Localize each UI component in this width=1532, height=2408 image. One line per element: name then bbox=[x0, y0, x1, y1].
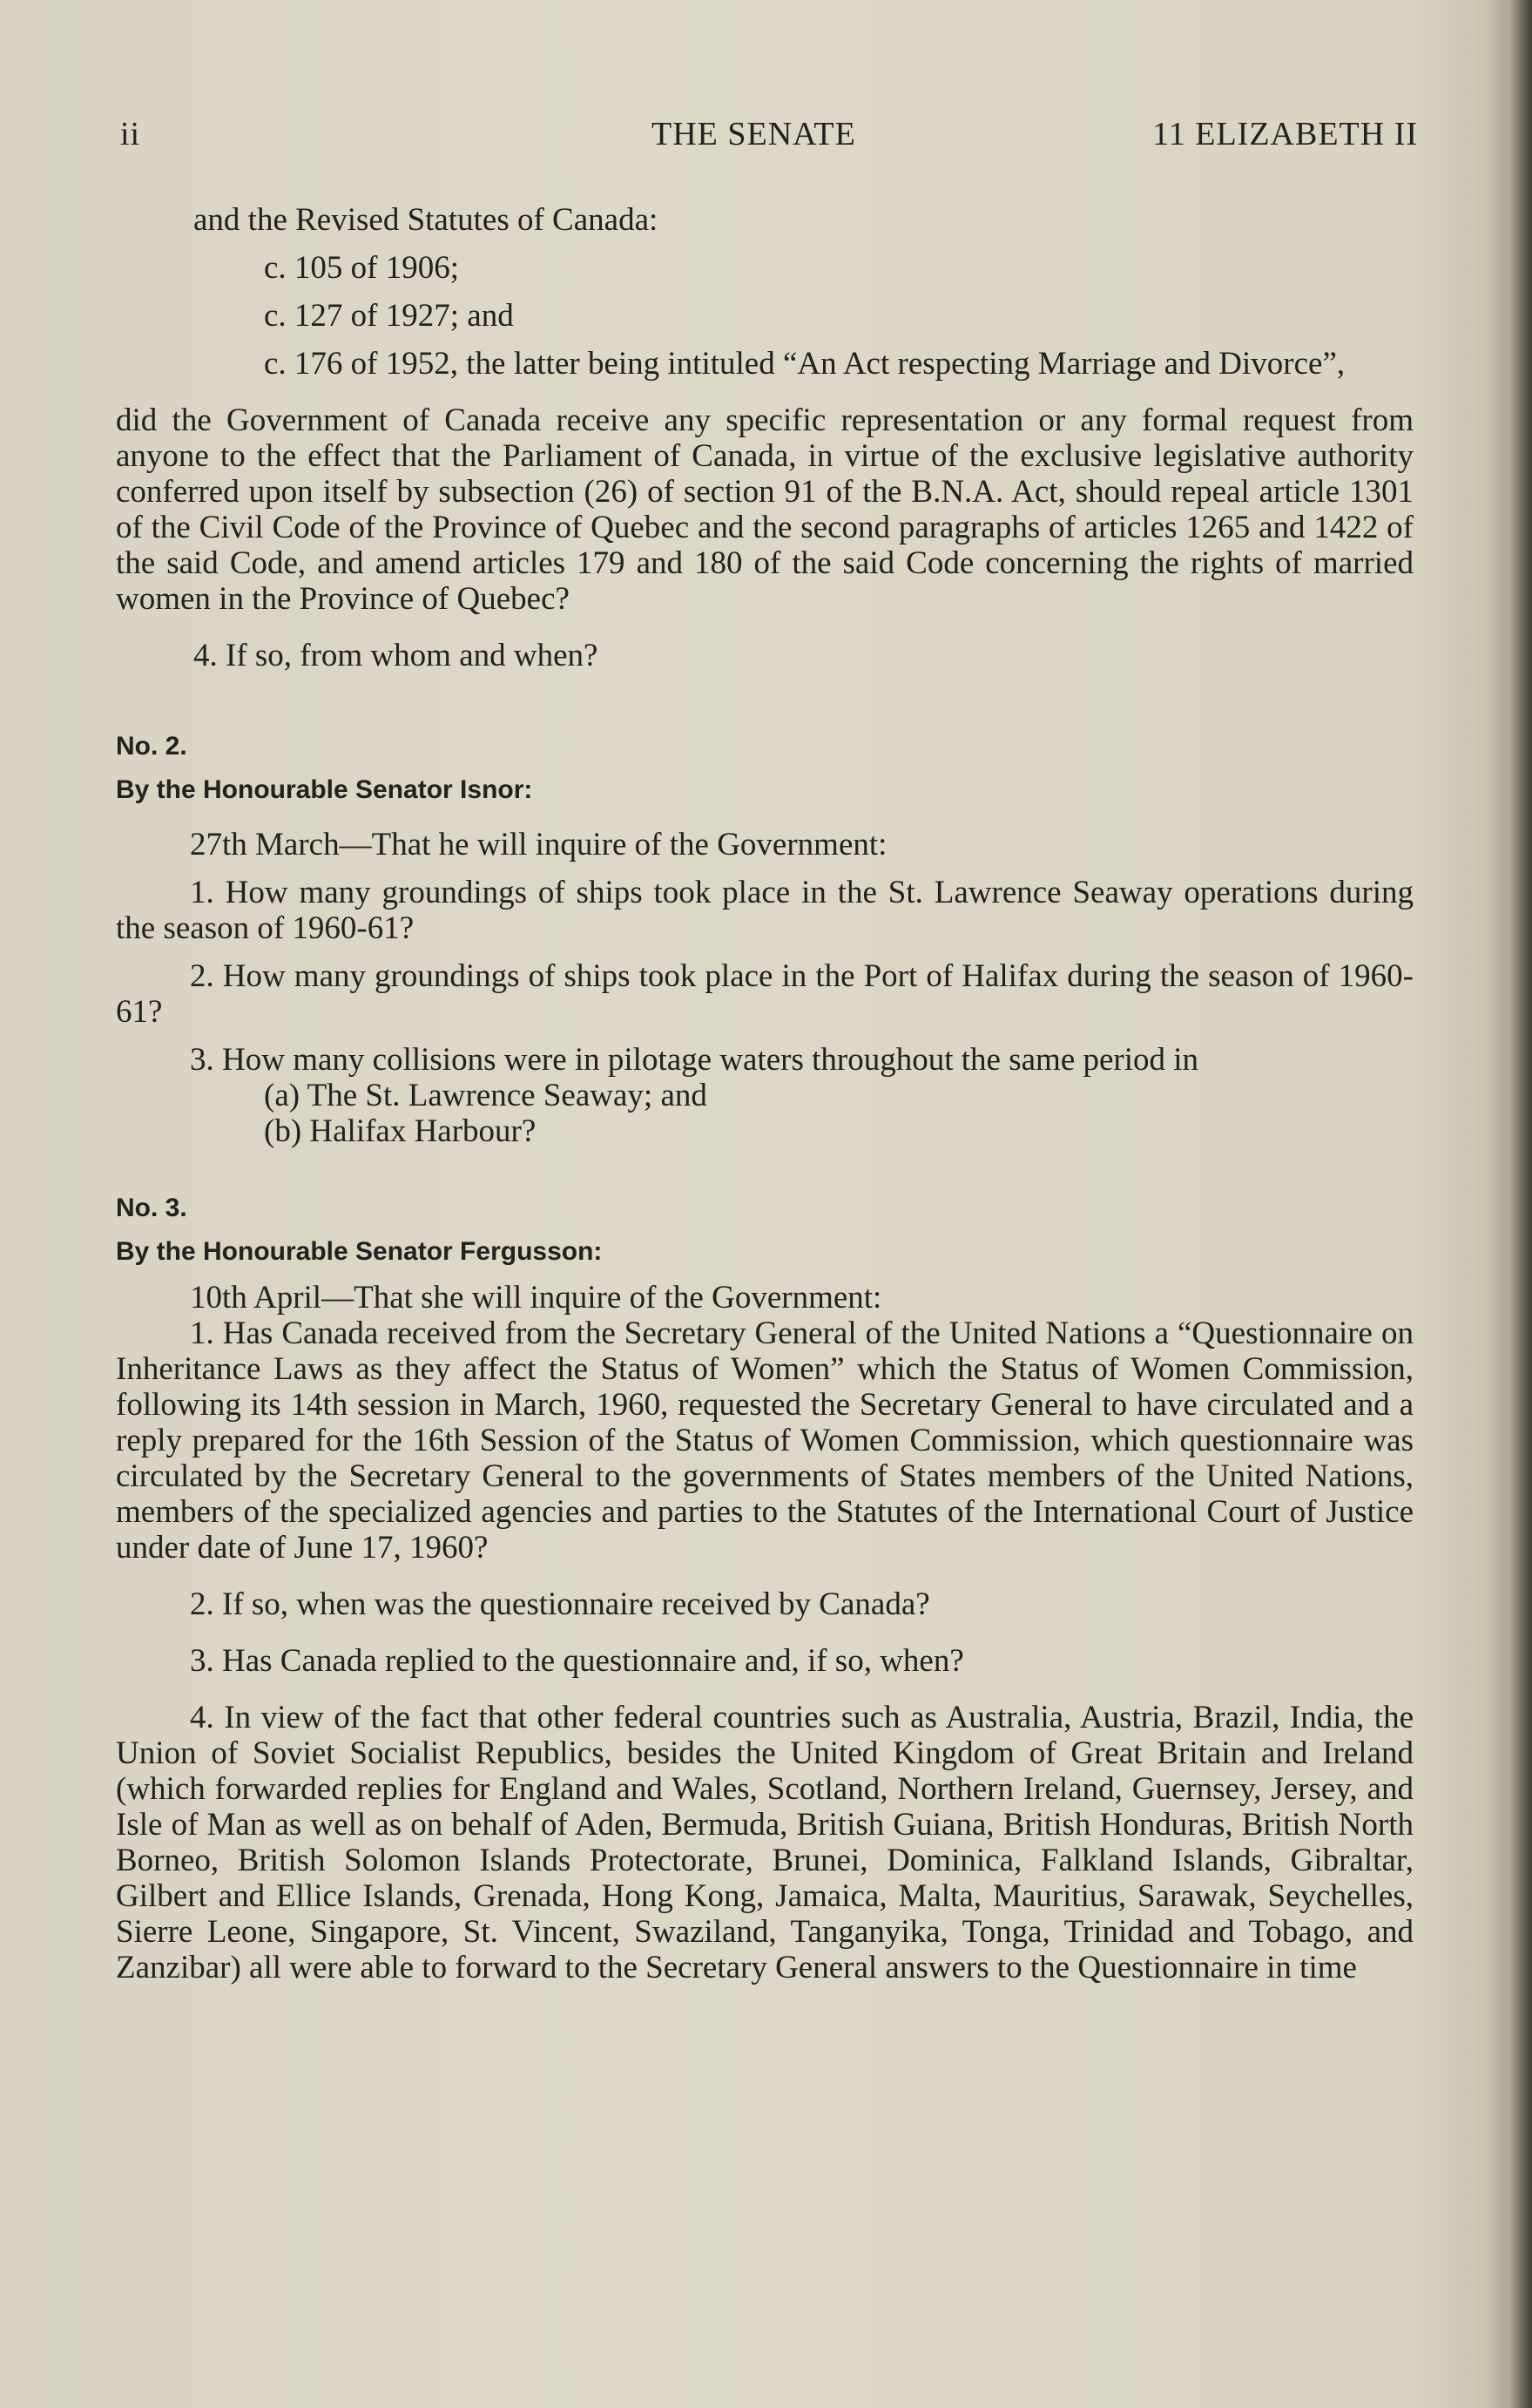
no3-question-1: 1. Has Canada received from the Secretary General of the United Nations a “Questionnaire on Inheritance Laws as they affect the Status of Women” which the Status of Women Commission, following its 14th session in March, 1960, requested the Secretary General to have circulated and a reply prepared for the 16th Session of the Status of Women Commission, which questionnaire was circulated by the Secretary General to the governments of States members of the United Nations, members of the specialized agencies and parties to the Statutes of the International Court of Justice under date of June 17, 1960? bbox=[116, 1316, 1414, 1566]
intro-question-4: 4. If so, from whom and when? bbox=[193, 638, 598, 673]
no2-question-2: 2. How many groundings of ships took place in the Port of Halifax during the season of 1960-61? bbox=[116, 958, 1414, 1030]
book-spine-shadow bbox=[1508, 0, 1532, 2408]
no2-sub-item-a: (a) The St. Lawrence Seaway; and bbox=[264, 1078, 707, 1113]
page-body bbox=[116, 202, 1414, 1985]
intro-question: did the Government of Canada receive any specific representation or any formal request from anyone to the effect that the Parliament of Canada, in virtue of the exclusive legislative authority conferred upon itself by subsection (26) of section 91 of the B.N.A. Act, should repeal article 1301 of the Civil Code of the Province of Quebec and the second paragraphs of articles 1265 and 1422 of the said Code, and amend articles 179 and 180 of the said Code concerning the rights of married women in the Province of Quebec? bbox=[116, 402, 1414, 617]
chapter-item-last: c. 176 of 1952, the latter being intituled “An Act respecting Marriage and Divorce”, bbox=[264, 346, 1346, 382]
no2-date-line: 27th March—That he will inquire of the Government: bbox=[190, 827, 887, 862]
chapter-item: c. 105 of 1906; bbox=[264, 250, 460, 286]
chapter-item: c. 127 of 1927; and bbox=[264, 298, 514, 334]
no3-senator: By the Honourable Senator Fergusson: bbox=[116, 1237, 603, 1266]
no3-number: No. 3. bbox=[116, 1194, 187, 1222]
no3-question-2: 2. If so, when was the questionnaire received by Canada? bbox=[190, 1586, 930, 1622]
no2-question-1: 1. How many groundings of ships took place in the St. Lawrence Seaway operations during the season of 1960-61? bbox=[116, 875, 1414, 946]
page-number: ii bbox=[120, 116, 141, 152]
no3-date-line: 10th April—That she will inquire of the Government: bbox=[190, 1280, 882, 1316]
no2-question-3: 3. How many collisions were in pilotage waters throughout the same period in bbox=[190, 1042, 1199, 1078]
no2-number: No. 2. bbox=[116, 732, 187, 761]
page-header bbox=[120, 115, 1418, 159]
running-title: THE SENATE bbox=[651, 116, 856, 152]
no2-senator: By the Honourable Senator Isnor: bbox=[116, 775, 533, 804]
no2-sub-item-b: (b) Halifax Harbour? bbox=[264, 1113, 537, 1149]
no3-question-4: 4. In view of the fact that other federal countries such as Australia, Austria, Brazil, India, the Union of Soviet Socialist Republics, besides the United Kingdom of Great Britain and Ireland (which forwarded replies for England and Wales, Scotland, Northern Ireland, Guernsey, Jersey, and Isle of Man as well as on behalf of Aden, Bermuda, British Guiana, British Honduras, British North Borneo, British Solomon Islands Protectorate, Brunei, Dominica, Falkland Islands, Gibraltar, Gilbert and Ellice Islands, Grenada, Hong Kong, Jamaica, Malta, Mauritius, Sarawak, Seychelles, Sierre Leone, Singapore, St. Vincent, Swaziland, Tanganyika, Tonga, Trinidad and Tobago, and Zanzibar) all were able to forward to the Secretary General answers to the Questionnaire in time bbox=[116, 1700, 1414, 1985]
no3-question-3: 3. Has Canada replied to the questionnaire and, if so, when? bbox=[190, 1643, 964, 1679]
intro-lead: and the Revised Statutes of Canada: bbox=[193, 202, 658, 238]
regnal-year: 11 ELIZABETH II bbox=[1152, 116, 1418, 152]
